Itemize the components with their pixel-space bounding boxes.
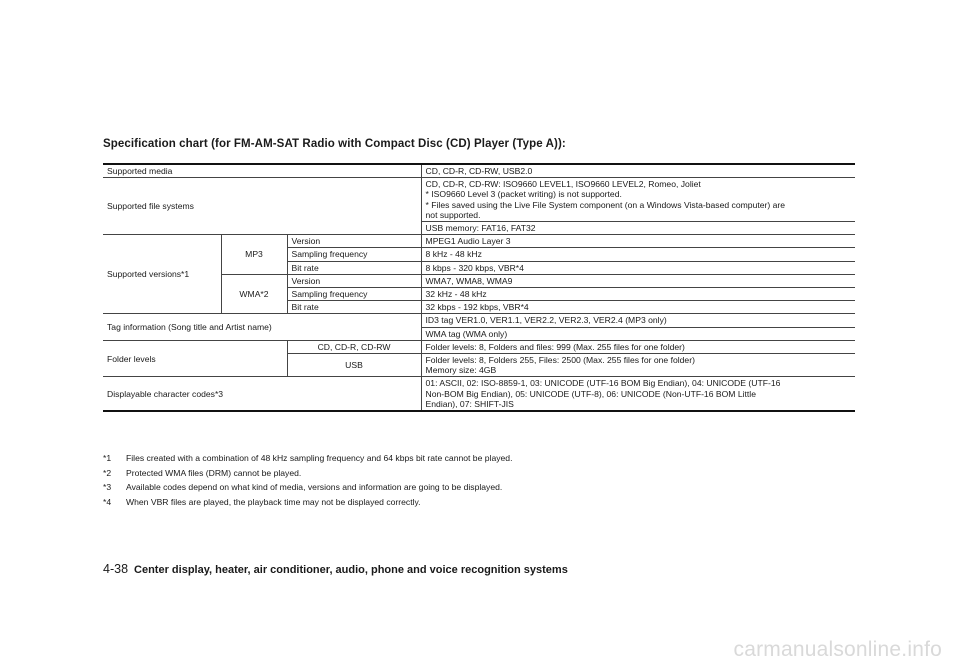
filesystems-line: * Files saved using the Live File System component (on a Windows Vista-based computer) are <box>425 199 786 210</box>
watermark: carmanualsonline.info <box>733 638 942 661</box>
footnote-text: When VBR files are played, the playback time may not be displayed correctly. <box>126 496 421 507</box>
footnote-mark: *3 <box>103 482 112 492</box>
table-row <box>103 314 855 327</box>
row-label-folder: Folder levels <box>103 340 287 377</box>
folder-usb-line: Folder levels: 8, Folders 255, Files: 2500 (Max. 255 files for one folder) <box>425 355 695 366</box>
folder-value-usb <box>421 354 855 377</box>
param-label: Version <box>287 235 421 248</box>
footnote-text: Available codes depend on what kind of media, versions and information are going to be displayed. <box>126 482 503 492</box>
table-row <box>103 164 855 178</box>
footnote-text: Files created with a combination of 48 kHz sampling frequency and 64 kbps bit rate cannot be played. <box>126 453 513 463</box>
folder-label-cd: CD, CD-R, CD-RW <box>287 340 421 353</box>
format-label-mp3: MP3 <box>221 235 287 275</box>
footnote-text: Protected WMA files (DRM) cannot be played. <box>126 467 302 478</box>
format-label-wma: WMA*2 <box>221 274 287 314</box>
param-value: WMA7, WMA8, WMA9 <box>421 274 855 287</box>
footnote <box>103 480 855 495</box>
specification-table <box>103 163 855 412</box>
footnotes <box>103 451 855 509</box>
page-footer <box>103 562 568 576</box>
row-value-codes <box>421 377 855 411</box>
row-label-media: Supported media <box>103 164 421 178</box>
footnote-mark: *4 <box>103 496 112 507</box>
footnote <box>103 495 855 510</box>
footnote <box>103 451 855 466</box>
row-value-tag-id3: ID3 tag VER1.0, VER1.1, VER2.2, VER2.3, VER2.4 (MP3 only) <box>421 314 855 327</box>
row-value-media: CD, CD-R, CD-RW, USB2.0 <box>421 164 855 178</box>
table-row <box>103 178 855 222</box>
param-value: 32 kbps - 192 kbps, VBR*4 <box>421 301 855 314</box>
footnote <box>103 466 855 481</box>
param-value: 8 kbps - 320 kbps, VBR*4 <box>421 261 855 274</box>
codes-line: 01: ASCII, 02: ISO-8859-1, 03: UNICODE (UTF-16 BOM Big Endian), 04: UNICODE (UTF-16 <box>425 378 781 389</box>
filesystems-line: not supported. <box>425 209 481 220</box>
codes-line: Non-BOM Big Endian), 05: UNICODE (UTF-8), 06: UNICODE (Non-UTF-16 BOM Little <box>425 388 756 399</box>
param-label: Bit rate <box>287 261 421 274</box>
param-label: Sampling frequency <box>287 288 421 301</box>
filesystems-line: * ISO9660 Level 3 (packet writing) is not supported. <box>425 189 622 200</box>
param-label: Version <box>287 274 421 287</box>
row-label-filesystems: Supported file systems <box>103 178 421 235</box>
section-title: Center display, heater, air conditioner, audio, phone and voice recognition systems <box>134 564 568 576</box>
param-label: Bit rate <box>287 301 421 314</box>
param-value: MPEG1 Audio Layer 3 <box>421 235 855 248</box>
page-number: 4-38 <box>103 562 129 576</box>
table-row <box>103 235 855 248</box>
folder-usb-line: Memory size: 4GB <box>425 365 497 376</box>
row-value-tag-wma: WMA tag (WMA only) <box>421 327 855 340</box>
filesystems-line: CD, CD-R, CD-RW: ISO9660 LEVEL1, ISO9660 LEVEL2, Romeo, Joliet <box>425 179 701 190</box>
param-value: 8 kHz - 48 kHz <box>421 248 855 261</box>
footnote-mark: *1 <box>103 453 112 463</box>
row-label-versions: Supported versions*1 <box>103 235 221 314</box>
footnote-mark: *2 <box>103 467 112 478</box>
row-value-usb-filesystem: USB memory: FAT16, FAT32 <box>421 222 855 235</box>
table-row <box>103 340 855 353</box>
param-value: 32 kHz - 48 kHz <box>421 288 855 301</box>
page-title: Specification chart (for FM-AM-SAT Radio with Compact Disc (CD) Player (Type A)): <box>103 138 566 150</box>
codes-line: Endian), 07: SHIFT-JIS <box>425 398 514 409</box>
folder-label-usb: USB <box>287 354 421 377</box>
table-row <box>103 377 855 411</box>
row-label-codes: Displayable character codes*3 <box>103 377 421 411</box>
row-value-filesystems <box>421 178 855 222</box>
param-label: Sampling frequency <box>287 248 421 261</box>
folder-value-cd: Folder levels: 8, Folders and files: 999 (Max. 255 files for one folder) <box>421 340 855 353</box>
row-label-tag: Tag information (Song title and Artist name) <box>103 314 421 340</box>
